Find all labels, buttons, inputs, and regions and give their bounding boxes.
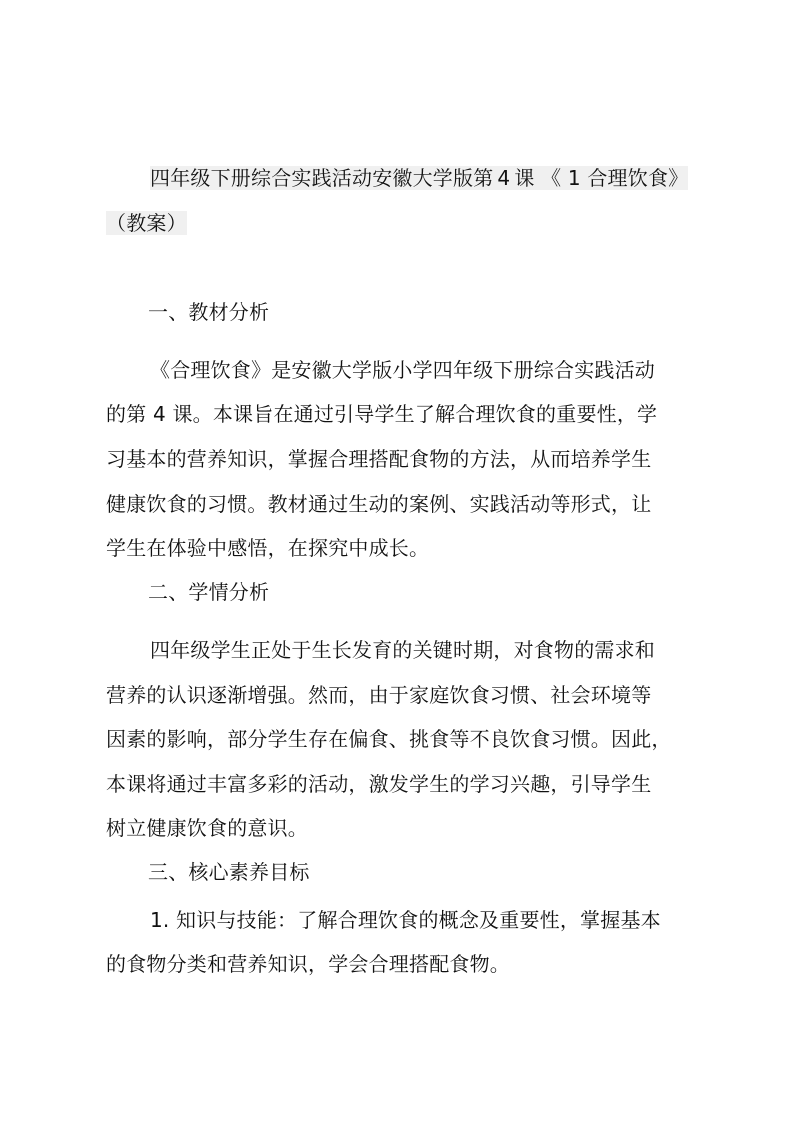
title-subtitle: （教案） xyxy=(106,211,187,235)
title-line-1 xyxy=(150,164,688,192)
title-part-1: 四年级下册综合实践活动安徽大学版第 xyxy=(150,166,494,190)
title-part-2: 课 《 1 合理饮食》 xyxy=(514,166,689,190)
section-2-line-4: 本课将通过丰富多彩的活动，激发学生的学习兴趣，引导学生 xyxy=(106,772,652,796)
section-heading-1: 一、教材分析 xyxy=(148,300,270,324)
section-3-line-1: 1. 知识与技能：了解合理饮食的概念及重要性，掌握基本 xyxy=(150,908,661,932)
section-heading-3: 三、核心素养目标 xyxy=(148,860,310,884)
section-heading-2: 二、学情分析 xyxy=(148,580,270,604)
section-2-line-2: 营养的认识逐渐增强。然而，由于家庭饮食习惯、社会环境等 xyxy=(106,683,652,707)
section-1-line-3: 习基本的营养知识，掌握合理搭配食物的方法，从而培养学生 xyxy=(106,447,652,471)
section-1-line-4: 健康饮食的习惯。教材通过生动的案例、实践活动等形式，让 xyxy=(106,492,652,516)
title-line-2 xyxy=(106,209,187,237)
section-2-line-3: 因素的影响，部分学生存在偏食、挑食等不良饮食习惯。因此， xyxy=(106,727,672,751)
section-3-line-2: 的食物分类和营养知识，学会合理搭配食物。 xyxy=(106,952,510,976)
section-1-line-5: 学生在体验中感悟，在探究中成长。 xyxy=(106,536,430,560)
section-2-line-1: 四年级学生正处于生长发育的关键时期，对食物的需求和 xyxy=(150,638,655,662)
title-lesson-number: 4 xyxy=(493,166,514,190)
section-1-line-2: 的第 4 课。本课旨在通过引导学生了解合理饮食的重要性，学 xyxy=(106,402,658,426)
section-1-line-1: 《合理饮食》是安徽大学版小学四年级下册综合实践活动 xyxy=(150,358,655,382)
section-2-line-5: 树立健康饮食的意识。 xyxy=(106,816,308,840)
